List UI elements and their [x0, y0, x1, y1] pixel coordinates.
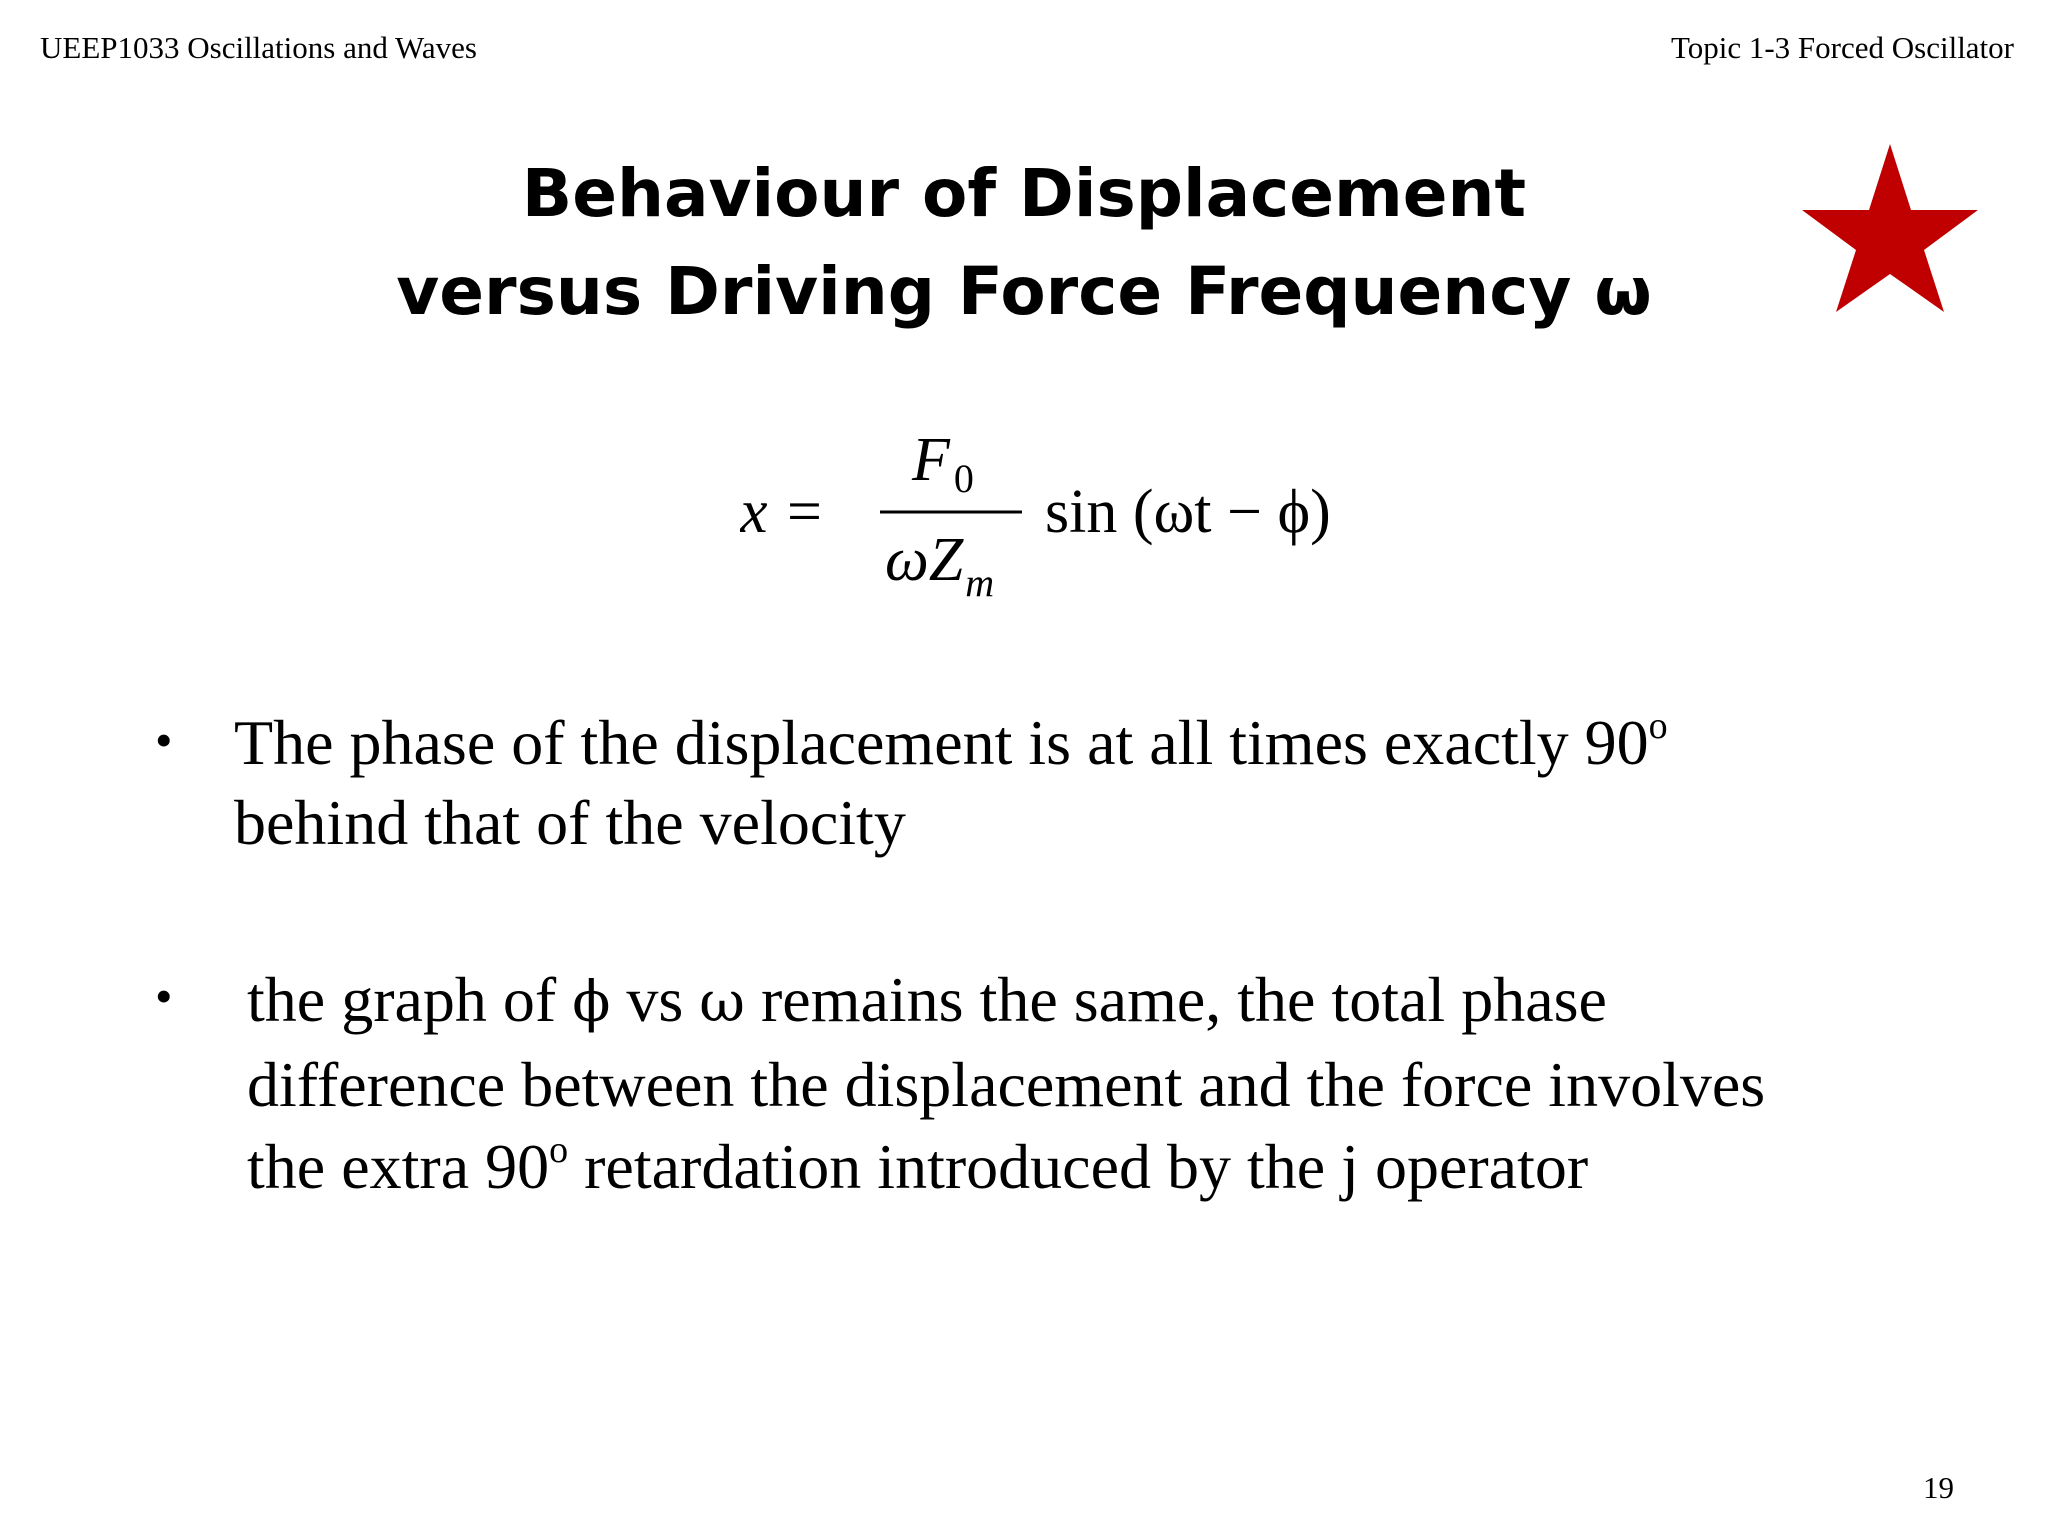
bullet-1-line-2: behind that of the velocity	[234, 787, 906, 858]
bullet-2-line-2: difference between the displacement and the force involves	[247, 1049, 1766, 1120]
equation-numerator: F 0	[912, 426, 974, 501]
equation-rhs: sin (ωt − ϕ)	[1045, 478, 1331, 546]
title-line-1: Behaviour of Displacement	[521, 155, 1527, 232]
slide-title	[0, 145, 2048, 341]
course-header: UEEP1033 Oscillations and Waves	[40, 30, 477, 65]
bullet-2-line-1: the graph of ϕ vs ω remains the same, the total phase	[247, 964, 1607, 1035]
title-line-2: versus Driving Force Frequency ω	[396, 253, 1652, 330]
star-shape	[1802, 144, 1978, 312]
equation-lhs: x =	[740, 478, 825, 546]
equation-denominator: $\omega Z_m$	[885, 526, 995, 605]
bullet-item-2	[247, 959, 1947, 1208]
page-number: 19	[1923, 1470, 1954, 1505]
star-icon	[1800, 140, 1980, 312]
bullet-1-line-1: The phase of the displacement is at all times exactly 90$^o$	[234, 705, 1668, 778]
bullet-marker: •	[155, 712, 173, 768]
bullet-2-line-3: the extra 90$^o$ retardation introduced by the j operator	[247, 1129, 1589, 1202]
bullet-item-1	[234, 703, 1934, 863]
topic-header: Topic 1-3 Forced Oscillator	[1670, 30, 2014, 65]
displacement-equation	[740, 420, 1420, 620]
bullet-marker: •	[155, 968, 173, 1024]
